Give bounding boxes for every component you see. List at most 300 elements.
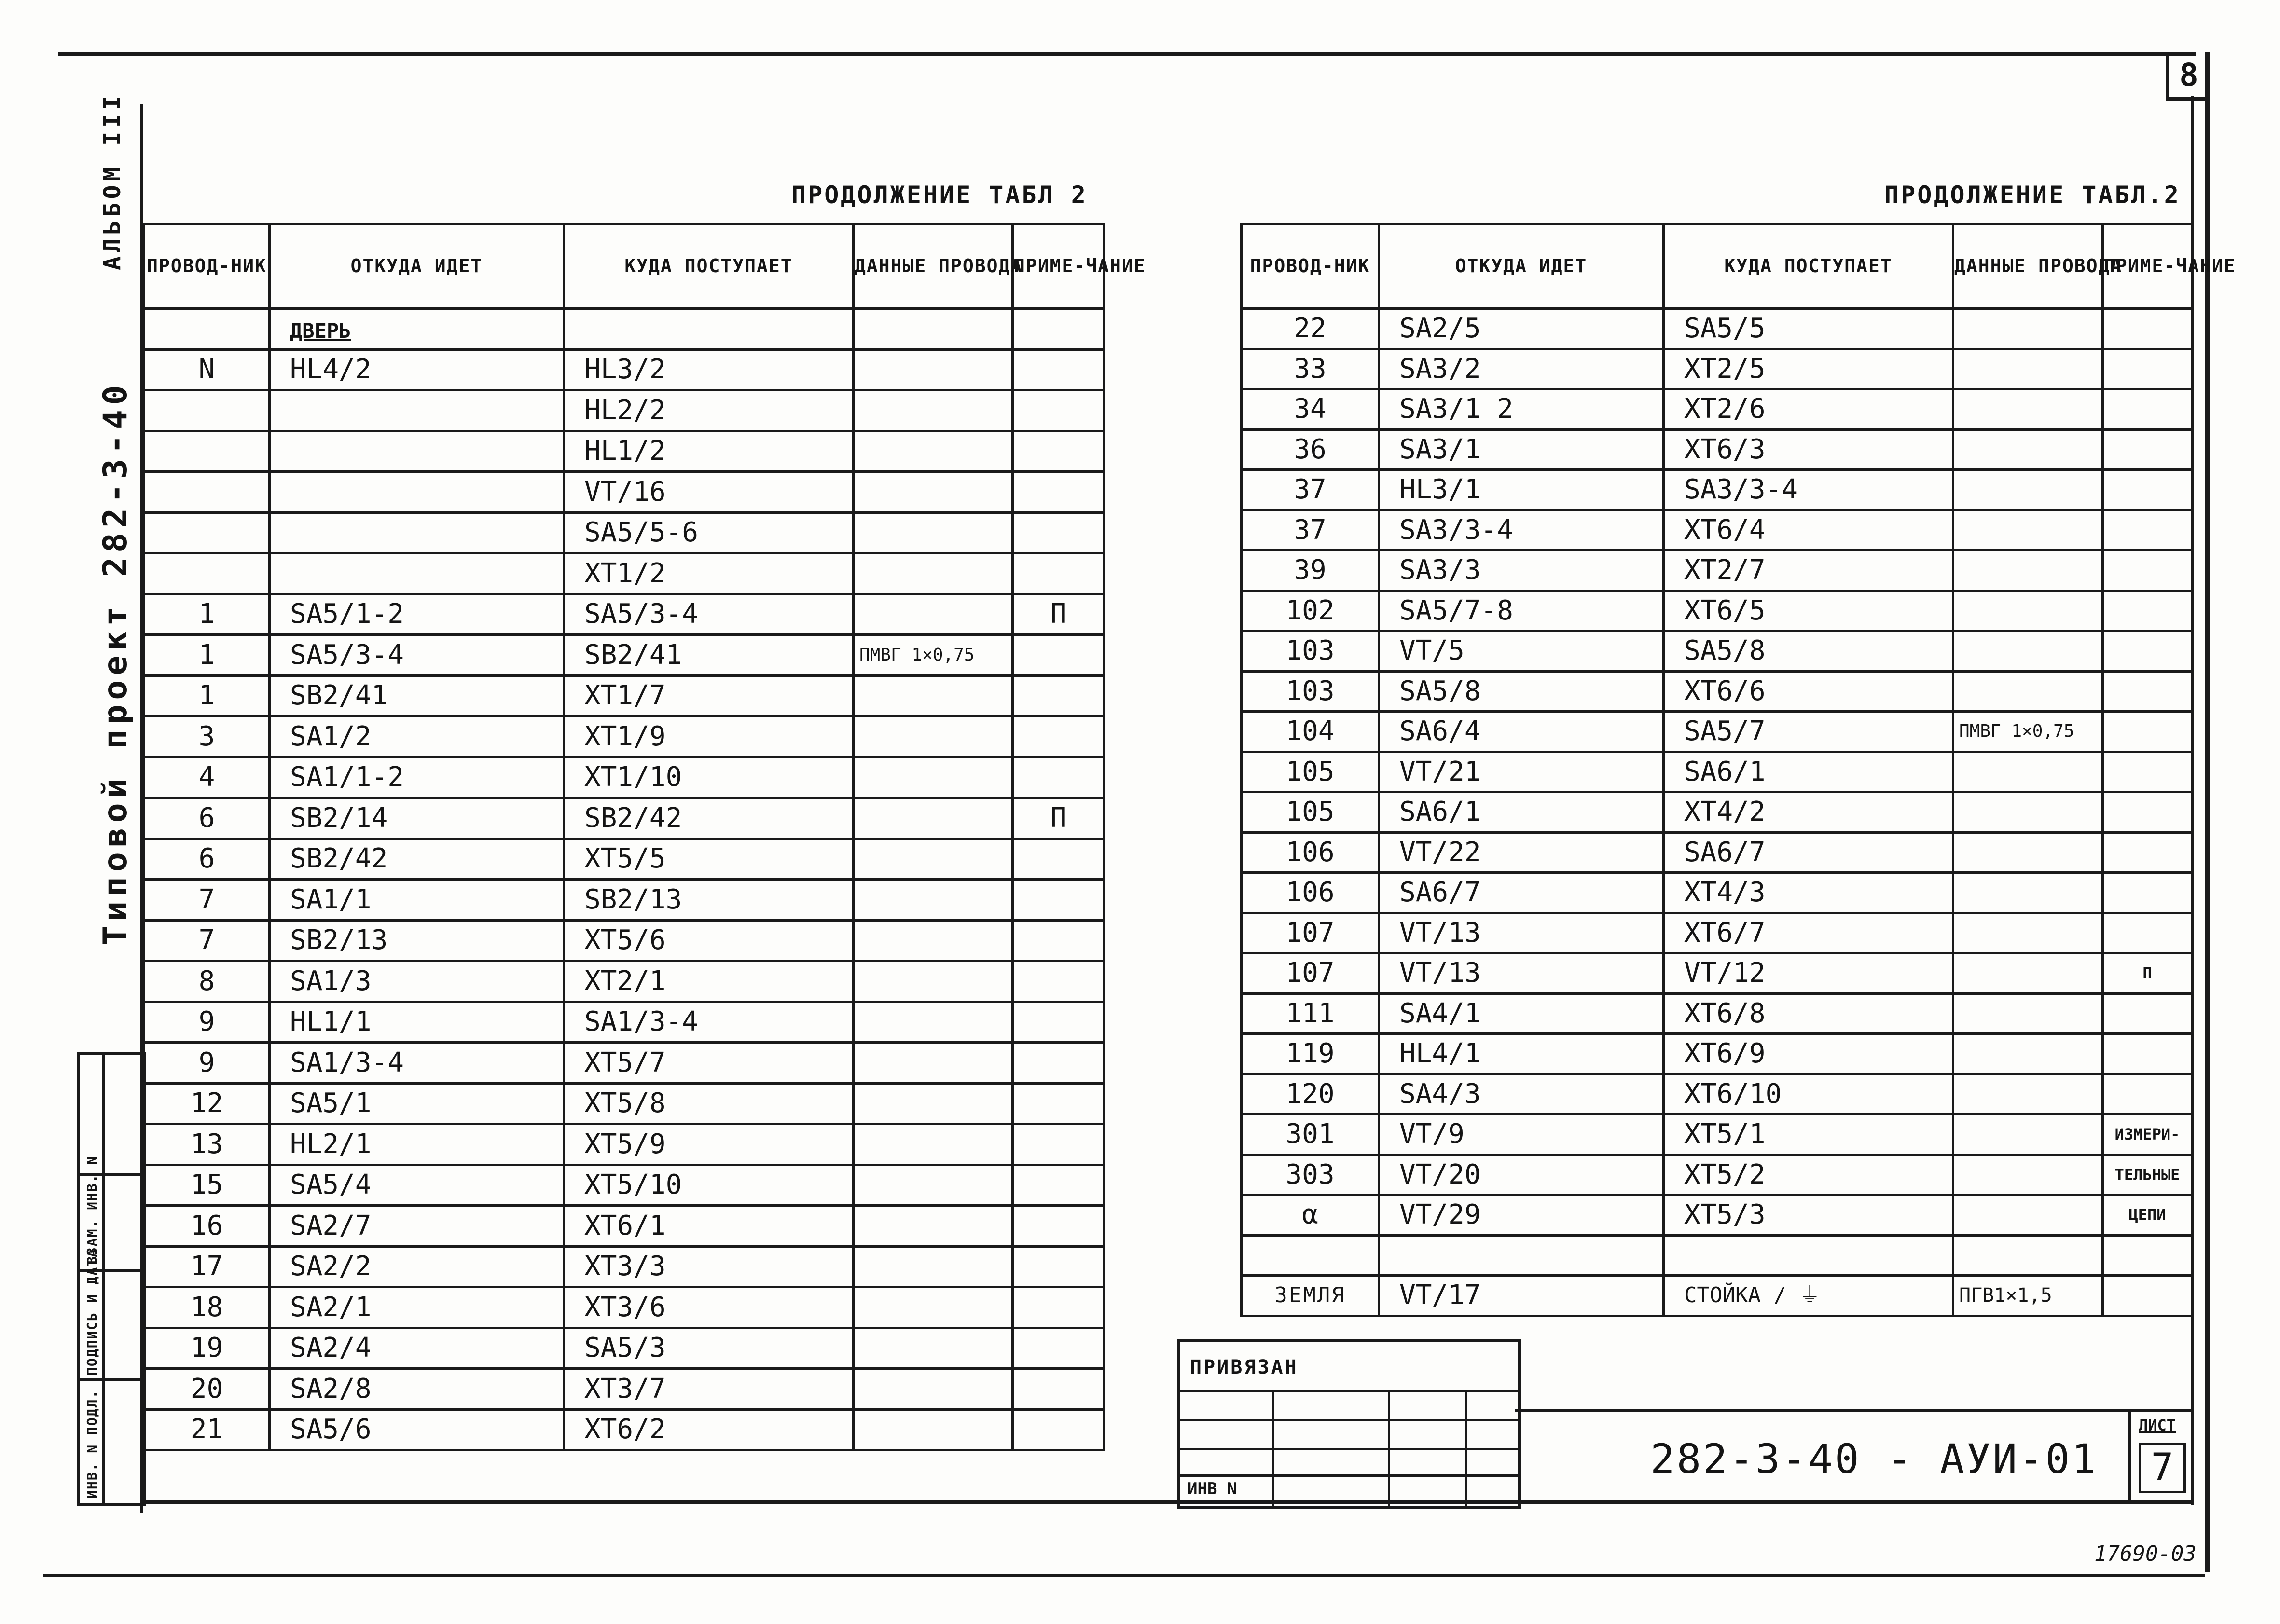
cell-from: SA5/8 — [1379, 671, 1664, 712]
table-row — [1242, 1155, 2192, 1195]
cell-wire: α — [1242, 1195, 1379, 1236]
cell-wire-data — [854, 431, 1013, 472]
table-header-row — [1242, 224, 2192, 309]
document-code: 282-3-40 - АУИ-01 — [1650, 1435, 2098, 1483]
cell-wire-data — [854, 1246, 1013, 1287]
cell-from: SA5/4 — [270, 1165, 564, 1206]
cell-to: XT5/2 — [1664, 1155, 1953, 1195]
table-row — [144, 1246, 1105, 1287]
side-stamp-signature: ПОДПИСЬ И ДАТА — [84, 1248, 100, 1376]
cell-wire-data — [854, 757, 1013, 798]
cell-to: XT6/10 — [1664, 1074, 1953, 1115]
cell-wire: 18 — [144, 1287, 270, 1328]
table-row — [144, 1124, 1105, 1165]
cell-wire: ЗЕМЛЯ — [1242, 1276, 1379, 1316]
cell-note — [2103, 1276, 2192, 1316]
cell-from: SA2/7 — [270, 1206, 564, 1247]
table-row — [1242, 1276, 2192, 1316]
cell-from: SA2/4 — [270, 1328, 564, 1369]
table-row — [1242, 1115, 2192, 1155]
cell-wire-data — [854, 1328, 1013, 1369]
table-row — [1242, 551, 2192, 591]
cell-from — [270, 512, 564, 553]
cell-to: XT4/3 — [1664, 873, 1953, 913]
cell-wire: 21 — [144, 1409, 270, 1450]
cell-wire: 20 — [144, 1369, 270, 1410]
cell-note — [1013, 1206, 1105, 1247]
cell-wire: 6 — [144, 839, 270, 880]
table-row — [144, 390, 1105, 431]
cell-note — [2103, 591, 2192, 631]
cell-to — [564, 309, 854, 350]
table-row — [1242, 429, 2192, 470]
cell-from — [270, 553, 564, 594]
table-row — [144, 961, 1105, 1002]
header-from: ОТКУДА ИДЕТ — [1379, 224, 1664, 309]
cell-wire-data — [854, 1206, 1013, 1247]
cell-from: SB2/13 — [270, 920, 564, 961]
cell-to: XT6/1 — [564, 1206, 854, 1247]
cell-wire-data — [854, 349, 1013, 390]
cell-from: SA3/1 — [1379, 429, 1664, 470]
cell-wire: N — [144, 349, 270, 390]
table-row — [144, 716, 1105, 757]
cell-note — [2103, 470, 2192, 510]
cell-wire — [144, 553, 270, 594]
cell-wire-data — [854, 839, 1013, 880]
cell-to: VT/12 — [1664, 953, 1953, 994]
cell-wire-data — [854, 553, 1013, 594]
cell-note — [1013, 1409, 1105, 1450]
stamp-inv-label: ИНВ N — [1188, 1479, 1237, 1499]
cell-from: VT/20 — [1379, 1155, 1664, 1195]
table-row — [1242, 510, 2192, 551]
cell-from — [270, 309, 564, 350]
table-row — [1242, 1074, 2192, 1115]
cell-to: VT/16 — [564, 472, 854, 513]
cell-from: SA6/4 — [1379, 712, 1664, 752]
right-wire-table — [1240, 223, 2236, 1317]
cell-to: XT6/5 — [1664, 591, 1953, 631]
cell-note — [2103, 752, 2192, 792]
cell-from — [270, 472, 564, 513]
table-row — [144, 309, 1105, 350]
cell-wire: 301 — [1242, 1115, 1379, 1155]
cell-note — [2103, 349, 2192, 389]
cell-note — [1013, 880, 1105, 921]
cell-wire-data — [854, 1124, 1013, 1165]
cell-from: SA3/3-4 — [1379, 510, 1664, 551]
cell-to: SB2/41 — [564, 635, 854, 676]
cell-from: SA4/3 — [1379, 1074, 1664, 1115]
cell-wire-data — [854, 798, 1013, 839]
cell-from: SA3/3 — [1379, 551, 1664, 591]
cell-wire-data — [854, 309, 1013, 350]
cell-wire: 7 — [144, 920, 270, 961]
cell-note — [2103, 993, 2192, 1034]
cell-wire-data — [1953, 389, 2103, 430]
header-to: КУДА ПОСТУПАЕТ — [564, 224, 854, 309]
cell-to: XT1/7 — [564, 675, 854, 716]
cell-wire-data — [1953, 953, 2103, 994]
cell-from: SA2/2 — [270, 1246, 564, 1287]
cell-wire-data — [854, 1002, 1013, 1043]
cell-wire — [144, 309, 270, 350]
table-row — [1242, 712, 2192, 752]
cell-from — [270, 390, 564, 431]
cell-from: HL1/1 — [270, 1002, 564, 1043]
cell-wire-data — [1953, 1155, 2103, 1195]
header-to: КУДА ПОСТУПАЕТ — [1664, 224, 1953, 309]
table-row — [1242, 953, 2192, 994]
table-row — [1242, 671, 2192, 712]
cell-to: XT2/6 — [1664, 389, 1953, 430]
cell-wire-data — [854, 1409, 1013, 1450]
cell-note — [1013, 675, 1105, 716]
cell-from: VT/5 — [1379, 631, 1664, 672]
cell-from: SA1/3 — [270, 961, 564, 1002]
cell-from: SA3/2 — [1379, 349, 1664, 389]
cell-from: SA2/5 — [1379, 309, 1664, 349]
cell-to: SA5/5 — [1664, 309, 1953, 349]
table-row — [1242, 349, 2192, 389]
cell-to: SA3/3-4 — [1664, 470, 1953, 510]
cell-from: SB2/14 — [270, 798, 564, 839]
cell-from: SA1/3-4 — [270, 1043, 564, 1084]
cell-to: SA5/3 — [564, 1328, 854, 1369]
cell-note — [1013, 1002, 1105, 1043]
cell-from: SA1/1-2 — [270, 757, 564, 798]
cell-to: SA5/7 — [1664, 712, 1953, 752]
table-row — [1242, 752, 2192, 792]
sheet-number: 8 — [2166, 52, 2209, 101]
cell-wire-data — [1953, 551, 2103, 591]
door-label: ДВЕРЬ — [290, 318, 351, 343]
table-row — [1242, 832, 2192, 873]
cell-to: XT5/7 — [564, 1043, 854, 1084]
cell-wire-data — [854, 920, 1013, 961]
cell-to: XT3/3 — [564, 1246, 854, 1287]
table-row — [144, 1328, 1105, 1369]
cell-to: SA5/8 — [1664, 631, 1953, 672]
cell-note — [1013, 716, 1105, 757]
cell-to: XT5/3 — [1664, 1195, 1953, 1236]
cell-wire-data — [1953, 792, 2103, 833]
cell-to: SA1/3-4 — [564, 1002, 854, 1043]
cell-note — [2103, 510, 2192, 551]
cell-to: XT5/1 — [1664, 1115, 1953, 1155]
table-row — [144, 1409, 1105, 1450]
cell-wire: 106 — [1242, 873, 1379, 913]
cell-note — [1013, 1246, 1105, 1287]
table-row — [144, 553, 1105, 594]
table-row — [144, 839, 1105, 880]
cell-note — [2103, 429, 2192, 470]
cell-wire-data — [854, 880, 1013, 921]
cell-note — [1013, 757, 1105, 798]
cell-wire: 3 — [144, 716, 270, 757]
cell-wire — [144, 431, 270, 472]
header-wire: ПРОВОД-НИК — [1242, 224, 1379, 309]
cell-note — [2103, 712, 2192, 752]
cell-to: SB2/42 — [564, 798, 854, 839]
cell-wire-data — [854, 390, 1013, 431]
cell-from: SA6/1 — [1379, 792, 1664, 833]
cell-to: XT5/6 — [564, 920, 854, 961]
cell-wire: 22 — [1242, 309, 1379, 349]
cell-note — [2103, 309, 2192, 349]
cell-to: SA6/7 — [1664, 832, 1953, 873]
table-row — [144, 757, 1105, 798]
cell-wire-data — [1953, 873, 2103, 913]
cell-from: SA5/6 — [270, 1409, 564, 1450]
cell-wire-data — [1953, 309, 2103, 349]
cell-to: HL2/2 — [564, 390, 854, 431]
header-wire: ПРОВОД-НИК — [144, 224, 270, 309]
cell-to: XT5/9 — [564, 1124, 854, 1165]
cell-to: XT6/6 — [1664, 671, 1953, 712]
cell-to: XT6/2 — [564, 1409, 854, 1450]
archive-number: 17690-03 — [2094, 1541, 2197, 1566]
cell-note: П — [2103, 953, 2192, 994]
frame-top-line — [58, 52, 2196, 56]
cell-to: XT2/5 — [1664, 349, 1953, 389]
cell-to: HL1/2 — [564, 431, 854, 472]
cell-from: VT/9 — [1379, 1115, 1664, 1155]
cell-note — [1013, 635, 1105, 676]
cell-from: VT/13 — [1379, 913, 1664, 953]
frame-right-line — [2205, 52, 2210, 1572]
cell-wire: 12 — [144, 1083, 270, 1124]
cell-note — [1013, 431, 1105, 472]
cell-wire: 104 — [1242, 712, 1379, 752]
cell-note: ЦЕПИ — [2103, 1195, 2192, 1236]
cell-note — [1013, 1043, 1105, 1084]
cell-wire-data — [854, 1287, 1013, 1328]
cell-note — [2103, 1034, 2192, 1074]
table-row — [1242, 389, 2192, 430]
header-note: ПРИМЕ-ЧАНИЕ — [1013, 224, 1105, 309]
cell-wire-data: ПМВГ 1×0,75 — [854, 635, 1013, 676]
cell-from: SA1/2 — [270, 716, 564, 757]
cell-to: XT6/4 — [1664, 510, 1953, 551]
cell-wire-data — [1953, 752, 2103, 792]
cell-to: SA5/3-4 — [564, 594, 854, 635]
cell-note: ИЗМЕРИ- — [2103, 1115, 2192, 1155]
cell-wire-data — [1953, 993, 2103, 1034]
album-label: АЛЬБОМ III — [99, 92, 126, 270]
left-wire-table — [143, 223, 1146, 1451]
table-row — [144, 594, 1105, 635]
cell-note — [2103, 671, 2192, 712]
cell-to: XT4/2 — [1664, 792, 1953, 833]
cell-wire: 37 — [1242, 510, 1379, 551]
header-note: ПРИМЕ-ЧАНИЕ — [2103, 224, 2192, 309]
table-row — [144, 675, 1105, 716]
cell-wire-data — [854, 1083, 1013, 1124]
cell-wire: 33 — [1242, 349, 1379, 389]
cell-note — [1013, 920, 1105, 961]
cell-to: XT5/8 — [564, 1083, 854, 1124]
cell-to: SA6/1 — [1664, 752, 1953, 792]
cell-from: SA6/7 — [1379, 873, 1664, 913]
cell-wire: 9 — [144, 1002, 270, 1043]
cell-note — [1013, 553, 1105, 594]
cell-wire — [144, 390, 270, 431]
cell-to: XT5/5 — [564, 839, 854, 880]
cell-wire — [144, 472, 270, 513]
left-table-continuation: ПРОДОЛЖЕНИЕ ТАБЛ 2 — [791, 181, 1088, 209]
cell-wire: 19 — [144, 1328, 270, 1369]
cell-wire-data — [1953, 913, 2103, 953]
cell-wire: 36 — [1242, 429, 1379, 470]
table-row — [1242, 309, 2192, 349]
cell-note — [1013, 1369, 1105, 1410]
cell-from — [1379, 1235, 1664, 1276]
cell-wire-data — [1953, 510, 2103, 551]
cell-note — [1013, 390, 1105, 431]
cell-wire-data — [1953, 832, 2103, 873]
list-label: ЛИСТ — [2139, 1416, 2176, 1434]
cell-from: VT/21 — [1379, 752, 1664, 792]
cell-wire-data — [1953, 591, 2103, 631]
cell-note — [1013, 309, 1105, 350]
header-wire-data: ДАННЫЕ ПРОВОДА — [1953, 224, 2103, 309]
cell-wire-data — [854, 716, 1013, 757]
table-row — [1242, 792, 2192, 833]
cell-wire-data — [854, 1043, 1013, 1084]
cell-wire: 1 — [144, 675, 270, 716]
table-row — [144, 920, 1105, 961]
table-row — [144, 1043, 1105, 1084]
cell-wire-data — [1953, 671, 2103, 712]
cell-note — [1013, 1165, 1105, 1206]
table-header-row — [144, 224, 1105, 309]
cell-wire-data — [854, 472, 1013, 513]
cell-wire-data — [1953, 1195, 2103, 1236]
cell-to: XT2/1 — [564, 961, 854, 1002]
cell-from: SA2/1 — [270, 1287, 564, 1328]
cell-from: SA1/1 — [270, 880, 564, 921]
table-row — [1242, 993, 2192, 1034]
cell-from: VT/13 — [1379, 953, 1664, 994]
cell-note — [2103, 1235, 2192, 1276]
cell-wire-data — [854, 675, 1013, 716]
header-wire-data: ДАННЫЕ ПРОВОДА — [854, 224, 1013, 309]
table-row — [144, 1165, 1105, 1206]
cell-to: XT1/2 — [564, 553, 854, 594]
title-block-line — [1515, 1409, 2193, 1412]
cell-wire: 120 — [1242, 1074, 1379, 1115]
cell-to: XT1/9 — [564, 716, 854, 757]
cell-from: HL2/1 — [270, 1124, 564, 1165]
side-stamp-replace: ВЗАМ. ИНВ. N — [84, 1155, 100, 1265]
table-row — [144, 1002, 1105, 1043]
cell-wire: 1 — [144, 594, 270, 635]
cell-wire: 6 — [144, 798, 270, 839]
cell-note: П — [1013, 798, 1105, 839]
table-row — [1242, 591, 2192, 631]
side-stamp-inv: ИНВ. N ПОДЛ. — [84, 1389, 100, 1499]
cell-from: HL4/1 — [1379, 1034, 1664, 1074]
cell-from: VT/29 — [1379, 1195, 1664, 1236]
cell-note — [1013, 472, 1105, 513]
cell-to: XT3/7 — [564, 1369, 854, 1410]
cell-to: XT5/10 — [564, 1165, 854, 1206]
cell-note — [2103, 631, 2192, 672]
cell-wire-data — [1953, 1074, 2103, 1115]
cell-to: XT6/9 — [1664, 1034, 1953, 1074]
cell-from — [270, 431, 564, 472]
table-row — [1242, 631, 2192, 672]
cell-note — [2103, 551, 2192, 591]
cell-from: SB2/42 — [270, 839, 564, 880]
cell-wire: 37 — [1242, 470, 1379, 510]
cell-note — [2103, 873, 2192, 913]
cell-wire-data — [1953, 631, 2103, 672]
cell-wire: 34 — [1242, 389, 1379, 430]
table-row — [144, 1206, 1105, 1247]
header-from: ОТКУДА ИДЕТ — [270, 224, 564, 309]
frame-bottom-line — [43, 1574, 2205, 1577]
table-row — [144, 635, 1105, 676]
cell-to: XT6/7 — [1664, 913, 1953, 953]
cell-to: XT6/3 — [1664, 429, 1953, 470]
cell-wire-data — [1953, 470, 2103, 510]
cell-to: SA5/5-6 — [564, 512, 854, 553]
cell-wire: 107 — [1242, 913, 1379, 953]
cell-wire-data — [854, 594, 1013, 635]
cell-from: HL4/2 — [270, 349, 564, 390]
cell-from: SA2/8 — [270, 1369, 564, 1410]
cell-wire: 8 — [144, 961, 270, 1002]
cell-wire: 119 — [1242, 1034, 1379, 1074]
cell-to: XT2/7 — [1664, 551, 1953, 591]
table-row — [1242, 1235, 2192, 1276]
cell-wire: 13 — [144, 1124, 270, 1165]
table-row — [144, 880, 1105, 921]
cell-wire: 111 — [1242, 993, 1379, 1034]
cell-from: HL3/1 — [1379, 470, 1664, 510]
cell-wire: 9 — [144, 1043, 270, 1084]
table-row — [144, 1369, 1105, 1410]
cell-wire: 4 — [144, 757, 270, 798]
cell-to — [1664, 1235, 1953, 1276]
cell-from: SA5/1 — [270, 1083, 564, 1124]
cell-wire-data — [1953, 429, 2103, 470]
cell-from: VT/17 — [1379, 1276, 1664, 1316]
cell-note — [1013, 961, 1105, 1002]
table-row — [1242, 1034, 2192, 1074]
cell-wire: 107 — [1242, 953, 1379, 994]
cell-to: SB2/13 — [564, 880, 854, 921]
cell-note — [2103, 1074, 2192, 1115]
cell-to: XT6/8 — [1664, 993, 1953, 1034]
cell-wire-data — [1953, 1235, 2103, 1276]
table-row — [144, 1083, 1105, 1124]
cell-note — [1013, 1287, 1105, 1328]
cell-wire-data — [854, 512, 1013, 553]
cell-wire: 103 — [1242, 631, 1379, 672]
cell-wire-data: ПМВГ 1×0,75 — [1953, 712, 2103, 752]
cell-to: СТОЙКА / ⏚ — [1664, 1276, 1953, 1316]
cell-note — [2103, 913, 2192, 953]
cell-wire — [1242, 1235, 1379, 1276]
cell-from: SA5/7-8 — [1379, 591, 1664, 631]
cell-wire-data — [1953, 1034, 2103, 1074]
cell-wire: 16 — [144, 1206, 270, 1247]
cell-note — [2103, 792, 2192, 833]
